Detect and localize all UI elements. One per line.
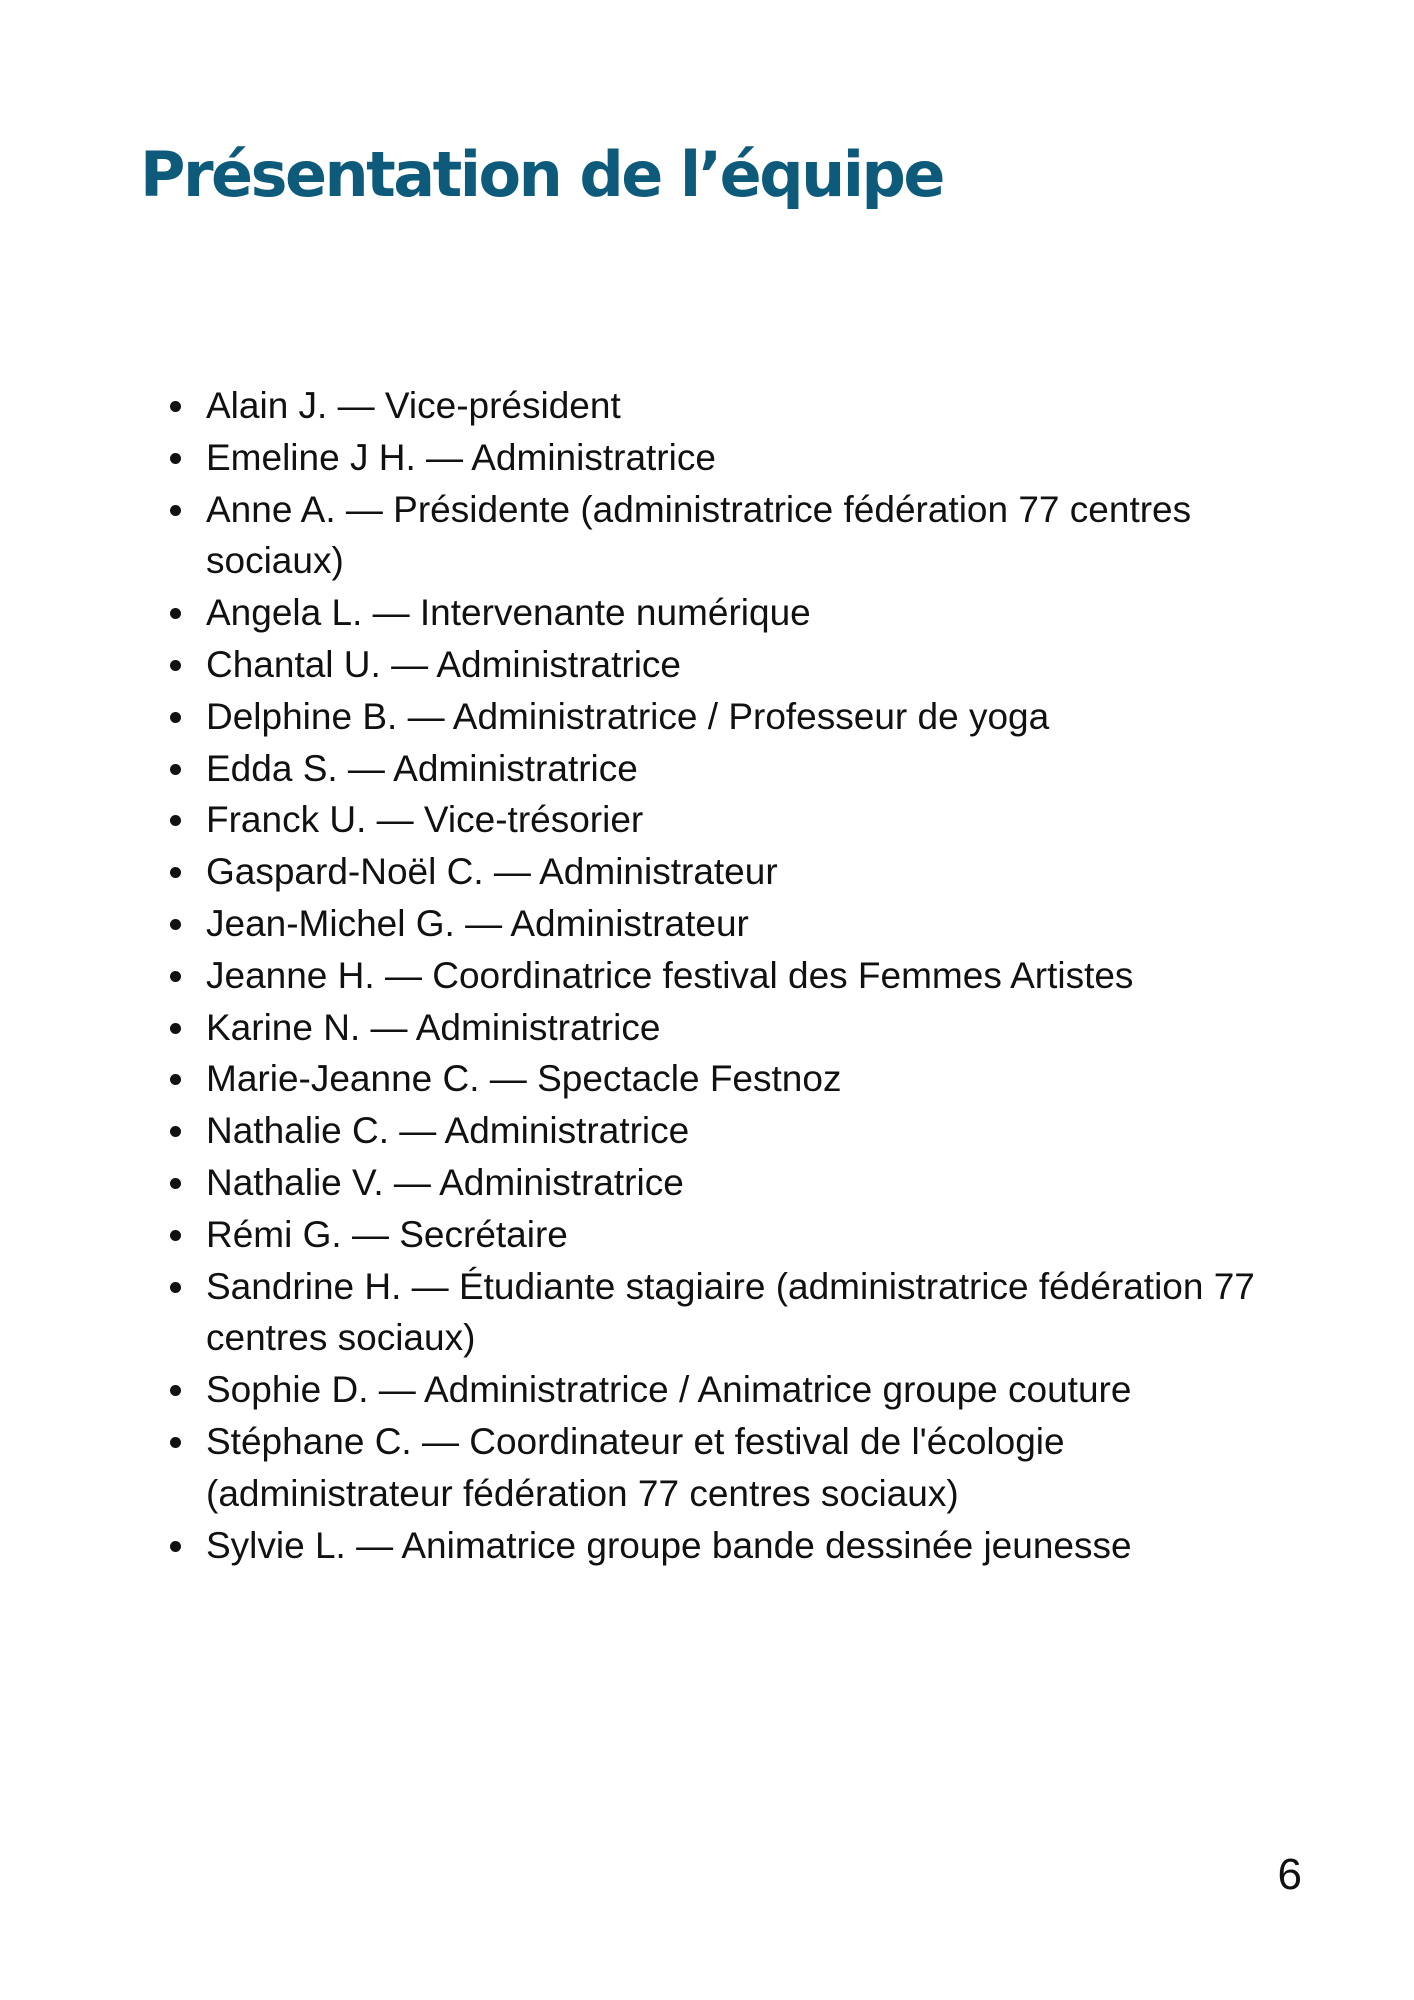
bullet-icon bbox=[170, 867, 181, 878]
bullet-icon bbox=[170, 453, 181, 464]
list-item bbox=[162, 743, 1312, 795]
bullet-icon bbox=[170, 505, 181, 516]
bullet-icon bbox=[170, 660, 181, 671]
list-item bbox=[162, 846, 1312, 898]
bullet-icon bbox=[170, 1023, 181, 1034]
list-item bbox=[162, 1209, 1312, 1261]
bullet-icon bbox=[170, 712, 181, 723]
list-item bbox=[162, 691, 1312, 743]
bullet-icon bbox=[170, 1282, 181, 1293]
list-item bbox=[162, 1261, 1312, 1365]
bullet-icon bbox=[170, 971, 181, 982]
bullet-icon bbox=[170, 815, 181, 826]
list-item bbox=[162, 1364, 1312, 1416]
bullet-icon bbox=[170, 1178, 181, 1189]
member-text: Delphine B. — Administratrice / Professeur de yoga bbox=[206, 695, 1050, 737]
bullet-icon bbox=[170, 1126, 181, 1137]
bullet-icon bbox=[170, 608, 181, 619]
member-text: Gaspard-Noël C. — Administrateur bbox=[206, 851, 778, 893]
bullet-icon bbox=[170, 764, 181, 775]
list-item bbox=[162, 1105, 1312, 1157]
member-text: Alain J. — Vice-président bbox=[206, 385, 621, 426]
list-item bbox=[162, 1416, 1312, 1520]
member-text: Franck U. — Vice-trésorier bbox=[206, 799, 644, 841]
page-title: Présentation de l’équipe bbox=[140, 138, 943, 211]
member-text: Emeline J H. — Administratrice bbox=[206, 436, 716, 478]
team-list bbox=[162, 380, 1312, 1571]
member-text: Stéphane C. — Coordinateur et festival de l'écologie (administrateur fédération 77 centres sociaux) bbox=[206, 1420, 1065, 1514]
list-item bbox=[162, 1520, 1312, 1572]
member-text: Jean-Michel G. — Administrateur bbox=[206, 902, 749, 944]
member-text: Marie-Jeanne C. — Spectacle Festnoz bbox=[206, 1058, 842, 1100]
list-item bbox=[162, 1157, 1312, 1209]
member-text: Sophie D. — Administratrice / Animatrice groupe couture bbox=[206, 1369, 1132, 1411]
bullet-icon bbox=[170, 919, 181, 930]
member-text: Sandrine H. — Étudiante stagiaire (administratrice fédération 77 centres sociaux) bbox=[206, 1265, 1255, 1359]
page-number: 6 bbox=[1277, 1850, 1302, 1899]
member-text: Jeanne H. — Coordinatrice festival des Femmes Artistes bbox=[206, 954, 1134, 996]
member-text: Angela L. — Intervenante numérique bbox=[206, 592, 811, 634]
member-text: Nathalie V. — Administratrice bbox=[206, 1161, 684, 1203]
list-item bbox=[162, 432, 1312, 484]
list-item bbox=[162, 380, 1312, 432]
list-item bbox=[162, 950, 1312, 1002]
list-item bbox=[162, 587, 1312, 639]
member-text: Anne A. — Présidente (administratrice fédération 77 centres sociaux) bbox=[206, 488, 1192, 582]
bullet-icon bbox=[170, 401, 181, 412]
bullet-icon bbox=[170, 1541, 181, 1552]
list-item bbox=[162, 1002, 1312, 1054]
list-item bbox=[162, 898, 1312, 950]
list-item bbox=[162, 639, 1312, 691]
member-text: Rémi G. — Secrétaire bbox=[206, 1213, 568, 1255]
list-item bbox=[162, 1053, 1312, 1105]
bullet-icon bbox=[170, 1074, 181, 1085]
list-item bbox=[162, 484, 1312, 588]
bullet-icon bbox=[170, 1230, 181, 1241]
member-text: Karine N. — Administratrice bbox=[206, 1006, 661, 1048]
list-item bbox=[162, 794, 1312, 846]
bullet-icon bbox=[170, 1385, 181, 1396]
bullet-icon bbox=[170, 1437, 181, 1448]
member-text: Chantal U. — Administratrice bbox=[206, 643, 682, 685]
member-text: Edda S. — Administratrice bbox=[206, 747, 638, 789]
member-text: Nathalie C. — Administratrice bbox=[206, 1110, 690, 1152]
member-text: Sylvie L. — Animatrice groupe bande dessinée jeunesse bbox=[206, 1524, 1132, 1566]
